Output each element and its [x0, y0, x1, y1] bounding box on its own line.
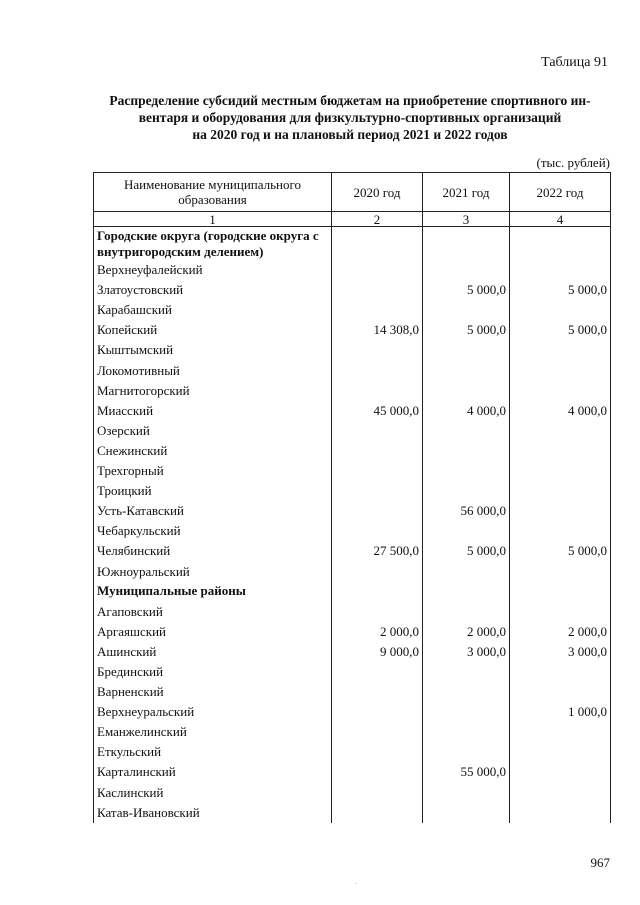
value-2020	[332, 561, 423, 581]
municipality-name: Варненский	[94, 682, 332, 702]
value-2022	[510, 260, 611, 280]
municipality-name: Озерский	[94, 421, 332, 441]
municipality-name: Еманжелинский	[94, 722, 332, 742]
empty-cell	[332, 227, 423, 261]
value-2020	[332, 260, 423, 280]
value-2022	[510, 360, 611, 380]
page-number: 967	[590, 855, 610, 870]
value-2020: 2 000,0	[332, 622, 423, 642]
municipality-name: Ашинский	[94, 642, 332, 662]
value-2020: 9 000,0	[332, 642, 423, 662]
table-row	[94, 602, 611, 622]
municipality-name: Верхнеуральский	[94, 702, 332, 722]
column-header-2021: 2021 год	[423, 173, 510, 212]
municipality-name: Копейский	[94, 320, 332, 340]
value-2020	[332, 682, 423, 702]
table-row	[94, 561, 611, 581]
value-2022	[510, 481, 611, 501]
section-header-row	[94, 582, 611, 602]
value-2022	[510, 501, 611, 521]
value-2020	[332, 441, 423, 461]
value-2022	[510, 381, 611, 401]
municipality-name: Трехгорный	[94, 461, 332, 481]
value-2020	[332, 782, 423, 802]
value-2022	[510, 682, 611, 702]
value-2021	[423, 662, 510, 682]
table-row	[94, 340, 611, 360]
title-line: на 2020 год и на плановый период 2021 и 2022 годов	[192, 127, 508, 142]
empty-cell	[423, 582, 510, 602]
value-2020	[332, 803, 423, 823]
table-row	[94, 441, 611, 461]
value-2021	[423, 702, 510, 722]
value-2020	[332, 360, 423, 380]
municipality-name: Миасский	[94, 401, 332, 421]
table-row	[94, 521, 611, 541]
value-2022: 3 000,0	[510, 642, 611, 662]
value-2022	[510, 340, 611, 360]
value-2021: 5 000,0	[423, 280, 510, 300]
value-2021: 3 000,0	[423, 642, 510, 662]
value-2021	[423, 300, 510, 320]
units-label: (тыс. рублей)	[536, 155, 610, 170]
value-2020	[332, 461, 423, 481]
table-row	[94, 782, 611, 802]
municipality-name: Аргаяшский	[94, 622, 332, 642]
value-2021	[423, 461, 510, 481]
table-row	[94, 401, 611, 421]
value-2022: 4 000,0	[510, 401, 611, 421]
value-2022: 1 000,0	[510, 702, 611, 722]
table-body	[94, 227, 611, 823]
municipality-name: Южноуральский	[94, 561, 332, 581]
table-row	[94, 702, 611, 722]
value-2021	[423, 260, 510, 280]
value-2021	[423, 381, 510, 401]
table-number: Таблица 91	[541, 55, 608, 70]
value-2021	[423, 682, 510, 702]
value-2020	[332, 762, 423, 782]
municipality-name: Усть-Катавский	[94, 501, 332, 521]
value-2021	[423, 602, 510, 622]
column-header-2020: 2020 год	[332, 173, 423, 212]
value-2020	[332, 340, 423, 360]
value-2022	[510, 722, 611, 742]
value-2022: 5 000,0	[510, 541, 611, 561]
column-number-row	[94, 212, 611, 227]
value-2021	[423, 360, 510, 380]
value-2021	[423, 340, 510, 360]
empty-cell	[332, 582, 423, 602]
table-row	[94, 622, 611, 642]
empty-cell	[510, 227, 611, 261]
value-2020	[332, 702, 423, 722]
municipality-name: Карталинский	[94, 762, 332, 782]
table-row	[94, 803, 611, 823]
value-2022	[510, 782, 611, 802]
section-title: Городские округа (городские округа с внутригородским делением)	[94, 227, 332, 261]
value-2021	[423, 782, 510, 802]
value-2022	[510, 441, 611, 461]
value-2021	[423, 421, 510, 441]
municipality-name: Челябинский	[94, 541, 332, 561]
table-row	[94, 360, 611, 380]
table-row	[94, 320, 611, 340]
table-row	[94, 642, 611, 662]
value-2022	[510, 461, 611, 481]
value-2020	[332, 501, 423, 521]
municipality-name: Магнитогорский	[94, 381, 332, 401]
value-2021: 55 000,0	[423, 762, 510, 782]
title-line: вентаря и оборудования для физкультурно-спортивных организаций	[138, 110, 562, 125]
table-row	[94, 280, 611, 300]
table-row	[94, 541, 611, 561]
municipality-name: Чебаркульский	[94, 521, 332, 541]
table-row	[94, 381, 611, 401]
table-row	[94, 421, 611, 441]
value-2021	[423, 441, 510, 461]
municipality-name: Агаповский	[94, 602, 332, 622]
value-2021: 4 000,0	[423, 401, 510, 421]
municipality-name: Златоустовский	[94, 280, 332, 300]
column-header-2022: 2022 год	[510, 173, 611, 212]
municipality-name: Троицкий	[94, 481, 332, 501]
section-header-row	[94, 227, 611, 261]
municipality-name: Каслинский	[94, 782, 332, 802]
municipality-name: Еткульский	[94, 742, 332, 762]
value-2021: 5 000,0	[423, 541, 510, 561]
value-2020: 27 500,0	[332, 541, 423, 561]
empty-cell	[423, 227, 510, 261]
page-mark: .	[355, 877, 357, 886]
document-title	[90, 92, 610, 143]
table-row	[94, 481, 611, 501]
value-2021: 56 000,0	[423, 501, 510, 521]
value-2021	[423, 481, 510, 501]
value-2022	[510, 803, 611, 823]
value-2022	[510, 521, 611, 541]
municipality-name: Локомотивный	[94, 360, 332, 380]
value-2022	[510, 762, 611, 782]
table-row	[94, 260, 611, 280]
value-2020	[332, 521, 423, 541]
column-number: 4	[510, 212, 611, 227]
value-2020	[332, 280, 423, 300]
column-number: 3	[423, 212, 510, 227]
value-2022	[510, 602, 611, 622]
municipality-name: Верхнеуфалейский	[94, 260, 332, 280]
value-2022	[510, 742, 611, 762]
value-2020	[332, 742, 423, 762]
value-2022	[510, 421, 611, 441]
section-title: Муниципальные районы	[94, 582, 332, 602]
value-2020: 14 308,0	[332, 320, 423, 340]
value-2020	[332, 602, 423, 622]
value-2020: 45 000,0	[332, 401, 423, 421]
value-2020	[332, 662, 423, 682]
empty-cell	[510, 582, 611, 602]
value-2021	[423, 803, 510, 823]
table-row	[94, 501, 611, 521]
value-2021: 5 000,0	[423, 320, 510, 340]
value-2020	[332, 381, 423, 401]
value-2020	[332, 300, 423, 320]
subsidy-table	[93, 172, 611, 823]
title-line: Распределение субсидий местным бюджетам на приобретение спортивного ин-	[109, 93, 591, 108]
table-row	[94, 742, 611, 762]
value-2021	[423, 722, 510, 742]
table-row	[94, 722, 611, 742]
municipality-name: Брединский	[94, 662, 332, 682]
value-2022	[510, 662, 611, 682]
table-row	[94, 762, 611, 782]
table-row	[94, 682, 611, 702]
value-2021	[423, 521, 510, 541]
municipality-name: Кыштымский	[94, 340, 332, 360]
value-2020	[332, 481, 423, 501]
municipality-name: Снежинский	[94, 441, 332, 461]
value-2022: 5 000,0	[510, 320, 611, 340]
value-2021	[423, 742, 510, 762]
column-number: 1	[94, 212, 332, 227]
table-row	[94, 662, 611, 682]
value-2022	[510, 300, 611, 320]
column-header-name: Наименование муниципального образования	[94, 173, 332, 212]
value-2021: 2 000,0	[423, 622, 510, 642]
header-row	[94, 173, 611, 212]
value-2021	[423, 561, 510, 581]
value-2022: 2 000,0	[510, 622, 611, 642]
table-row	[94, 300, 611, 320]
value-2022: 5 000,0	[510, 280, 611, 300]
table-row	[94, 461, 611, 481]
municipality-name: Катав-Ивановский	[94, 803, 332, 823]
column-number: 2	[332, 212, 423, 227]
value-2020	[332, 722, 423, 742]
value-2020	[332, 421, 423, 441]
municipality-name: Карабашский	[94, 300, 332, 320]
value-2022	[510, 561, 611, 581]
